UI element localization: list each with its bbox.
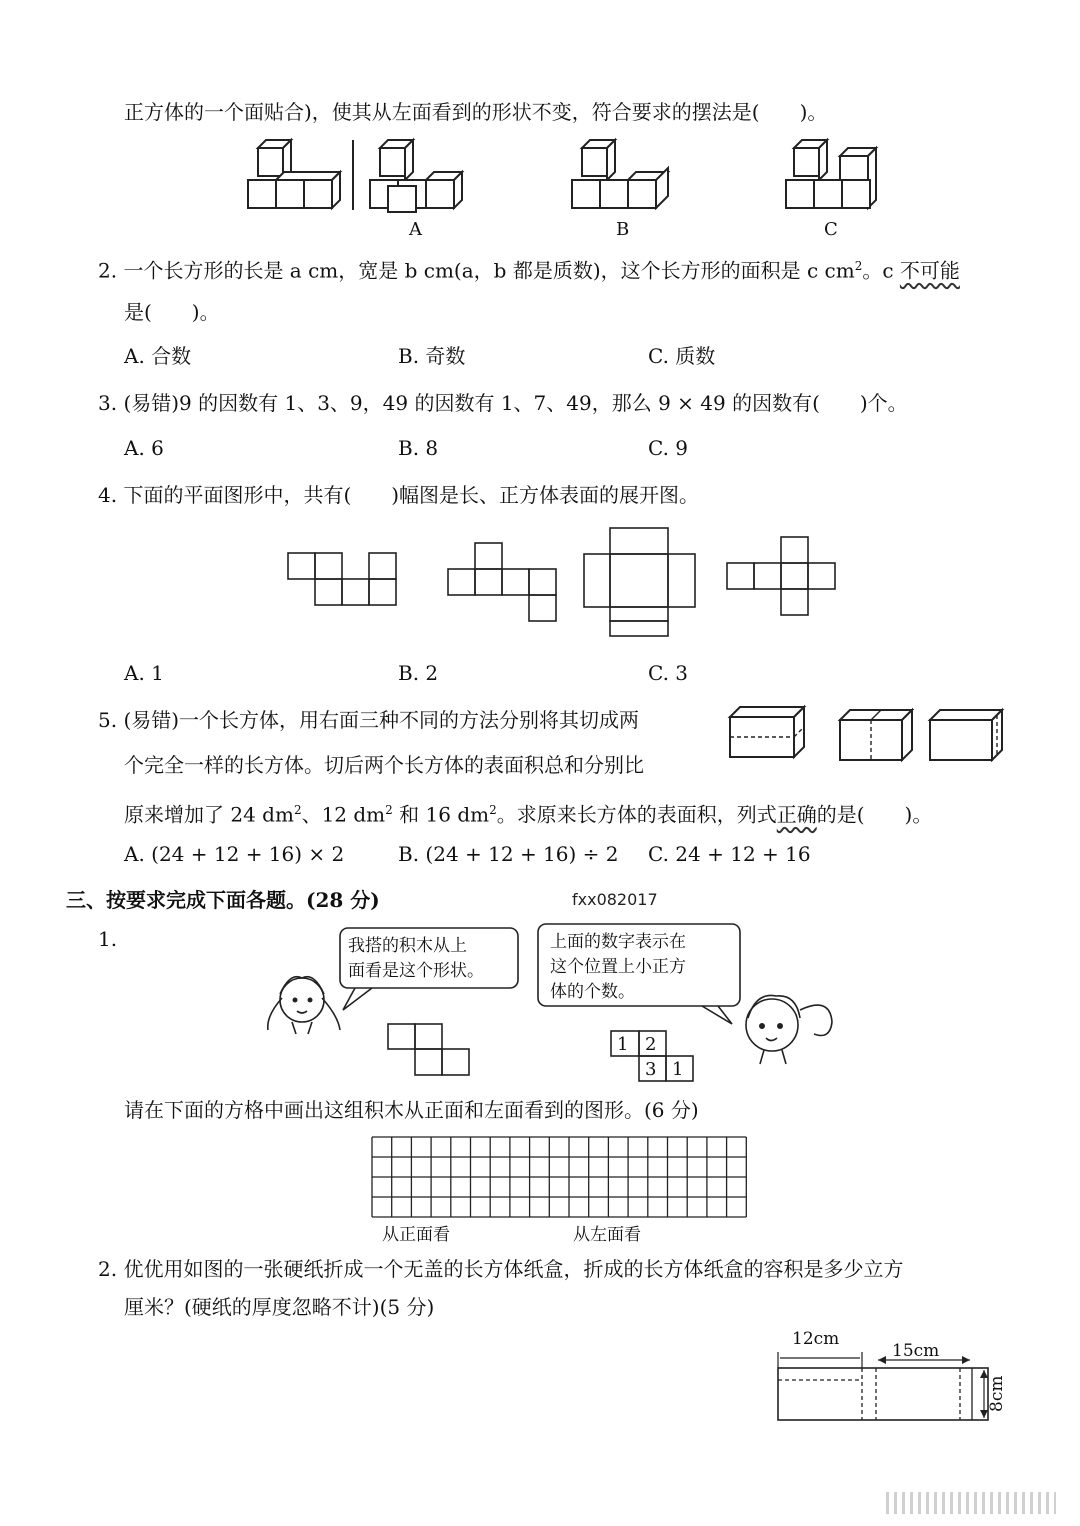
q2-option-b: B. 奇数 <box>398 344 466 368</box>
count-grid <box>611 1031 693 1081</box>
q3-option-a: A. 6 <box>124 436 164 460</box>
cuboid-cut-1 <box>730 707 804 757</box>
net-figure-1 <box>288 553 396 605</box>
q1-stem: 正方体的一个面贴合)，使其从左面看到的形状不变，符合要求的摆法是( )。 <box>124 100 828 124</box>
p2-line2: 厘米？(硬纸的厚度忽略不计)(5 分) <box>124 1295 435 1319</box>
cuboid-cut-3 <box>930 710 1002 760</box>
q2-line1: 2. 一个长方形的长是 a cm，宽是 b cm(a，b 都是质数)，这个长方形的面积是 c $cm^2$。c 不可能 <box>98 258 960 283</box>
p1-number: 1. <box>98 927 118 951</box>
p1-instruction: 请在下面的方格中画出这组积木从正面和左面看到的图形。(6 分) <box>124 1098 699 1122</box>
q2-option-a: A. 合数 <box>124 344 192 368</box>
dim-8cm: 8cm <box>987 1375 1007 1412</box>
section-3-title: 三、按要求完成下面各题。(28 分) <box>66 888 380 912</box>
option-label-a: A <box>409 219 422 240</box>
q3-option-c: C. 9 <box>648 436 689 460</box>
q2-emphasis: 不可能 <box>899 258 960 283</box>
q3-option-b: B. 8 <box>398 436 439 460</box>
dim-15cm: 15cm <box>892 1341 940 1361</box>
cuboid-cut-2 <box>840 710 912 760</box>
q5-line2: 个完全一样的长方体。切后两个长方体的表面积总和分别比 <box>124 753 644 777</box>
q5-option-b: B. (24 + 12 + 16) ÷ 2 <box>398 842 619 866</box>
bubble-left-text: 我搭的积木从上 面看是这个形状。 <box>348 936 484 981</box>
q3-text: 3. (易错)9 的因数有 1、3、9，49 的因数有 1、7、49，那么 9 × 49 的因数有( )个。 <box>98 391 908 415</box>
q5-emphasis: 正确 <box>776 802 817 827</box>
q4-option-a: A. 1 <box>124 661 164 685</box>
drawing-grid[interactable] <box>372 1137 746 1217</box>
dim-12cm: 12cm <box>792 1329 840 1349</box>
p2-line1: 2. 优优用如图的一张硬纸折成一个无盖的长方体纸盒，折成的长方体纸盒的容积是多少立方 <box>98 1257 904 1281</box>
watermark-code: fxx082017 <box>572 890 658 909</box>
top-view-shape <box>388 1024 469 1075</box>
cube-figure-a <box>370 140 462 212</box>
count-1: 1 <box>617 1034 629 1055</box>
net-figure-4 <box>727 537 835 615</box>
cube-figure-b <box>572 140 668 208</box>
count-2: 2 <box>645 1034 657 1055</box>
q4-option-b: B. 2 <box>398 661 439 685</box>
q5-line1: 5. (易错)一个长方体，用右面三种不同的方法分别将其切成两 <box>98 708 640 732</box>
q4-text: 4. 下面的平面图形中，共有( )幅图是长、正方体表面的展开图。 <box>98 483 700 507</box>
bubble-right-text: 上面的数字表示在 这个位置上小正方 体的个数。 <box>550 932 686 1002</box>
q5-option-a: A. (24 + 12 + 16) × 2 <box>124 842 345 866</box>
cube-figure-c <box>786 140 876 208</box>
net-figure-2 <box>448 543 556 621</box>
q5-line3: 原来增加了 24 $dm^2$、12 $dm^2$ 和 16 $dm^2$。求原来长方体的表面积，列式正确的是( )。 <box>124 802 933 827</box>
q2-line2: 是( )。 <box>124 300 220 324</box>
grid-caption-front: 从正面看 <box>382 1225 450 1245</box>
grid-caption-left: 从左面看 <box>573 1225 641 1245</box>
scan-bar <box>886 1492 1056 1514</box>
cube-figure-original <box>248 140 353 210</box>
girl-right-illustration <box>746 995 832 1064</box>
option-label-b: B <box>616 219 630 240</box>
q5-option-c: C. 24 + 12 + 16 <box>648 842 811 866</box>
count-4: 1 <box>672 1059 684 1080</box>
option-label-c: C <box>824 219 838 240</box>
count-3: 3 <box>645 1059 657 1080</box>
cardboard-diagram <box>778 1329 1007 1420</box>
girl-left-illustration <box>268 977 340 1034</box>
q2-option-c: C. 质数 <box>648 344 716 368</box>
net-figure-3 <box>584 528 695 636</box>
q4-option-c: C. 3 <box>648 661 689 685</box>
